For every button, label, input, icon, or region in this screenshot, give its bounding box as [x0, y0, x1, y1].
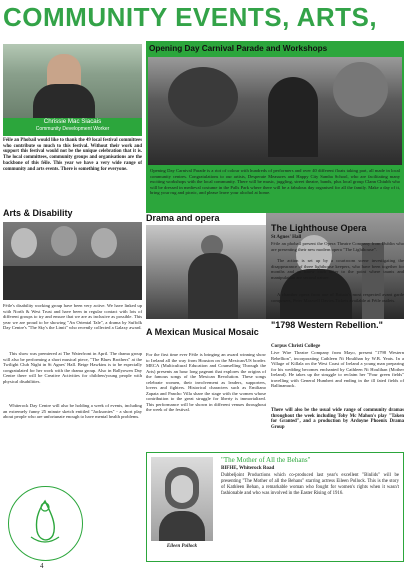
- chrissie-role: Community Development Worker: [35, 126, 110, 132]
- arts-disability-p2: This show was premiered at The Waterfront in April. The drama group will also be performing a short musical piece, "The Blues Brothers" at the Twilight Club Night in St Agnes' Hall. Beige Hawkins is to be especially congratulated for her work with the drama group. Also in Ballyowen Day Centre there will be Creative Activities for children/young people with physical disabilities.: [3, 351, 142, 384]
- lighthouse-p3: A chamber opera from one of Britain's most respected avant garde composers, Peter Maxwell Davies.Tickets available at Féile outlets.: [271, 292, 404, 303]
- carnival-photo: [148, 57, 402, 165]
- behans-box: [146, 452, 404, 562]
- intro-paragraph: Féile an Phobail would like to thank the 49 local festival committees who contribute so much to this festival. Without their work and support this festival would not be the unique celebration that it is. The local committees, community groups and organisations are the backbone of this féile. This year we have a very wide range of community and arts events. There is something for everyone.: [3, 138, 142, 172]
- behans-body: Dubbeljoint Productions which co-produced last year's excellent "Binlids" will be presenting "The Mother of all the Behans" starring actress Eileen Pollock. This is the story of Kathleen Behan, a remarkable woman who fought for women's rights when it wasn't fashionable and who was involved in the Easter Rising of 1916.: [221, 473, 399, 496]
- carnival-body: Opening Day Carnival Parade is a riot of colour with hundreds of performers and over 40 different floats taking part, all made in local community centres. Congratulations to our artists, Desperate Measures and Happy City Samba School, who are facilitating many exciting workshops with the local community. There will be music, juggling, street theatre, bands, plus local group Clann Chiubh who will be dressed in medieval costume in the Palls Park where there will be a fabulous day organised for all the family. Make a day of it, bring your rug and picnic, and please leave your alcohol at home.: [150, 168, 400, 196]
- lighthouse-heading: The Lighthouse Opera: [271, 223, 367, 233]
- rebellion-note: There will also be the usual wide range of community dramas throughout the week including Toby Mc Mahon's play "Taken for Granted", and a production by Ardoyne Phoenix Drama Group: [271, 408, 404, 431]
- chrissie-photo: [3, 44, 142, 118]
- mexican-heading: A Mexican Musical Mosaic: [146, 327, 259, 337]
- mexican-body: For the first time ever Féile is bringing an award winning show to Ireland all the way from Houston on the Mexican/US border. MECA (Multicultural Education and Counselling Through the Arts) presents an hour long pageant that explores the origins of the famous songs of the Mexican Revolution. These songs celebrate women, their involvement as leaders, supporters, lovers and fighters. Historical characters such as Emiliano Zapata and Pancho Villa share the stage with the women whose contribution to the great struggle for liberty is immortalized. This performance will be shown in different venues throughout the week of the festival.: [146, 352, 266, 412]
- carnival-heading: Opening Day Carnival Parade and Workshops: [149, 44, 328, 53]
- chrissie-caption: [3, 118, 142, 136]
- drama-photo: [146, 225, 266, 319]
- page-title: COMMUNITY EVENTS, ARTS,: [3, 2, 378, 32]
- rebellion-heading: "1798 Western Rebellion.": [271, 320, 383, 330]
- page-number: 4: [40, 562, 44, 570]
- rebellion-venue: Corpus Christi College: [271, 344, 321, 349]
- arts-disability-p3: Whiterock Day Centre will also be holding a week of events, including an extremely funny 25 minute sketch entitled "Jacksonies" - a short play about people who are unfortunate enough to have mental health problems.: [3, 403, 142, 419]
- eileen-pollock-photo: [151, 457, 213, 541]
- lighthouse-p1: Féile an phobail present the Opera Theatre Company from Dublin who are presenting their new modern opera "The Lighthouse".: [271, 241, 404, 252]
- lighthouse-venue: St Agnes' Hall: [271, 235, 302, 240]
- carnival-box: [146, 41, 404, 213]
- behans-heading: "The Mother of All the Behans": [221, 456, 311, 464]
- eileen-pollock-caption: Eileen Pollock: [166, 544, 198, 549]
- rebellion-body: Live Wire Theatre Company from Mayo, present "1798 Western Rebellion", incorporating Cathleen Ni Houlihan by W.B. Yeats. In a Village of Killala on the West Coast of Ireland a young man preparing for his wedding becomes enchanted by Cathleen Ni Houlihan (Mother Ireland). He takes up the struggle to reclaim her "Four green fields" travelling with General Humbert and ending in the ill fated fields of Ballinamuck.: [271, 350, 404, 388]
- lighthouse-p2: The action is set up by a courtroom scene investigating the disappearance of three lighthouse keepers, who have been together for months and so know each other to the point where taunts and manipulation are second nature.: [271, 258, 404, 280]
- chrissie-name: Chrissie Mac Siacais: [43, 118, 102, 125]
- logo-figure-icon: [9, 487, 81, 559]
- drama-opera-heading: Drama and opera: [146, 213, 220, 223]
- arts-disability-heading: Arts & Disability: [3, 208, 73, 218]
- arts-disability-photo: [3, 222, 142, 300]
- feile-logo: [8, 486, 83, 561]
- behans-venue: BIFHE, Whiterock Road: [221, 466, 275, 471]
- arts-disability-p1: Féile's disability working group have been very active. We have linked up with North & West Trust and have been in regular contact with lots of different groups to try and ensure that we are as inclusive as possible. This year we are proud to be showing "An Oriental Tale", a drama by Suffolk Day Centre's "The Sky's the Limit" who recently collected a Galaxy award.: [3, 303, 142, 330]
